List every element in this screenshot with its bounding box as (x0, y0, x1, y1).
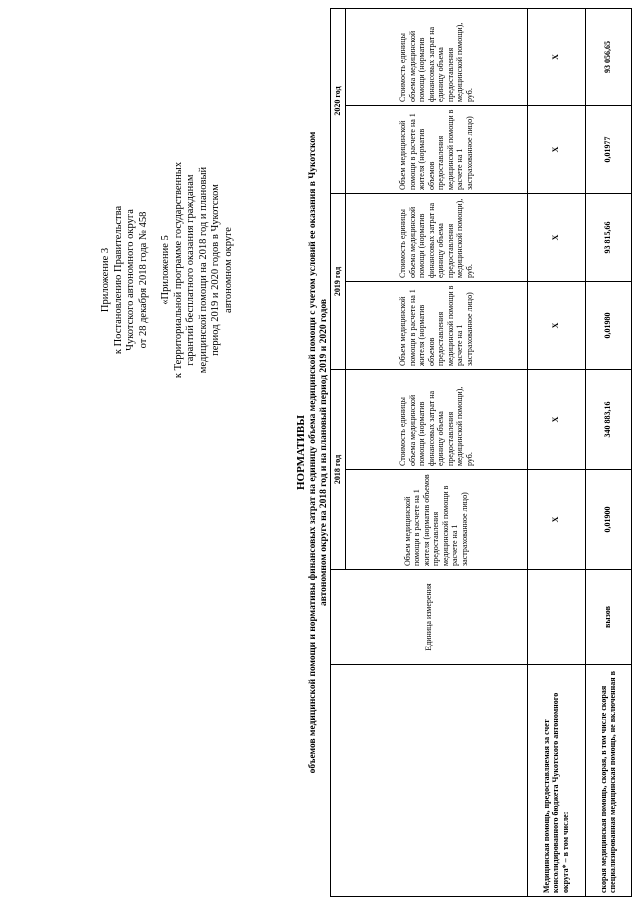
title-main: НОРМАТИВЫ (295, 415, 307, 491)
header-cost-2018: Стоимость единицы объема медицинской помощи (норматив финансовых затрат на единицу объема предоставления медицинской помощи), руб. (345, 370, 527, 470)
header-volume-2020: Объем медицинской помощи в расчете на 1 жителя (норматив объемов предоставления медицинской помощи в расчете на 1 застрахованное лицо) (345, 106, 527, 194)
header-year-2019: 2019 год (331, 194, 346, 370)
row-cost-2018: Х (527, 370, 585, 470)
table-row (585, 9, 631, 897)
header-unit: Единица измерения (331, 570, 528, 665)
header-year-2018: 2018 год (331, 370, 346, 570)
row-volume-2018: 0,01900 (585, 470, 631, 570)
norms-table (330, 8, 632, 897)
program-line: автономном округе (222, 227, 234, 313)
row-name: скорая медицинская помощь, скорая, в том числе скорая специализированная медицинская помощь, не включенная в (585, 665, 631, 897)
row-name: Медицинская помощь, предоставляемая за счет консолидированного бюджета Чукотского автономного округа* – в том числе: (527, 665, 585, 897)
appendix-header (100, 160, 150, 400)
row-cost-2019: Х (527, 194, 585, 282)
program-line: гарантий бесплатного оказания гражданам (185, 174, 196, 366)
appendix-line: к Постановлению Правительства (112, 205, 124, 355)
header-cost-2019: Стоимость единицы объема медицинской помощи (норматив финансовых затрат на единицу объема предоставления медицинской помощи), руб. (345, 194, 527, 282)
row-volume-2019: 0,01980 (585, 282, 631, 370)
table-row (527, 9, 585, 897)
row-volume-2020: 0,01977 (585, 106, 631, 194)
header-row-years (331, 9, 346, 897)
appendix-line: Чукотского автономного округа (125, 209, 136, 351)
title-line-2: автономном округе на 2018 год и на плановый период 2019 и 2020 годов (319, 298, 329, 607)
title-line-1: объемов медицинской помощи и нормативы финансовых затрат на единицу объема медицинской помощи с учетом условий ее оказания в Чукотском (308, 131, 318, 774)
header-year-2020: 2020 год (331, 9, 346, 194)
header-volume-2018: Объем медицинской помощи в расчете на 1 жителя (норматив объемов предоставления медицинской помощи в расчете на 1 застрахованное лицо) (345, 470, 527, 570)
row-volume-2019: Х (527, 282, 585, 370)
header-volume-2019: Объем медицинской помощи в расчете на 1 жителя (норматив объемов предоставления медицинской помощи в расчете на 1 застрахованное лицо) (345, 282, 527, 370)
program-line: «Приложение 5 (160, 235, 171, 305)
row-cost-2019: 93 815,66 (585, 194, 631, 282)
appendix-line: от 28 декабря 2018 года № 458 (137, 211, 149, 349)
document-title (295, 0, 330, 905)
row-volume-2020: Х (527, 106, 585, 194)
program-line: медицинской помощи на 2018 год и плановый (197, 166, 209, 374)
appendix-line: Приложение 3 (100, 247, 111, 313)
program-reference (160, 145, 235, 395)
program-line: период 2019 и 2020 годов в Чукотском (210, 184, 221, 356)
row-cost-2020: Х (527, 9, 585, 106)
header-name-cell (331, 665, 528, 897)
header-cost-2020: Стоимость единицы объема медицинской помощи (норматив финансовых затрат на единицу объема предоставления медицинской помощи), руб. (345, 9, 527, 106)
program-line: к Территориальной программе государственных (172, 161, 184, 379)
row-unit (527, 570, 585, 665)
row-cost-2020: 93 056,65 (585, 9, 631, 106)
row-cost-2018: 340 883,16 (585, 370, 631, 470)
row-volume-2018: Х (527, 470, 585, 570)
row-unit: вызов (585, 570, 631, 665)
